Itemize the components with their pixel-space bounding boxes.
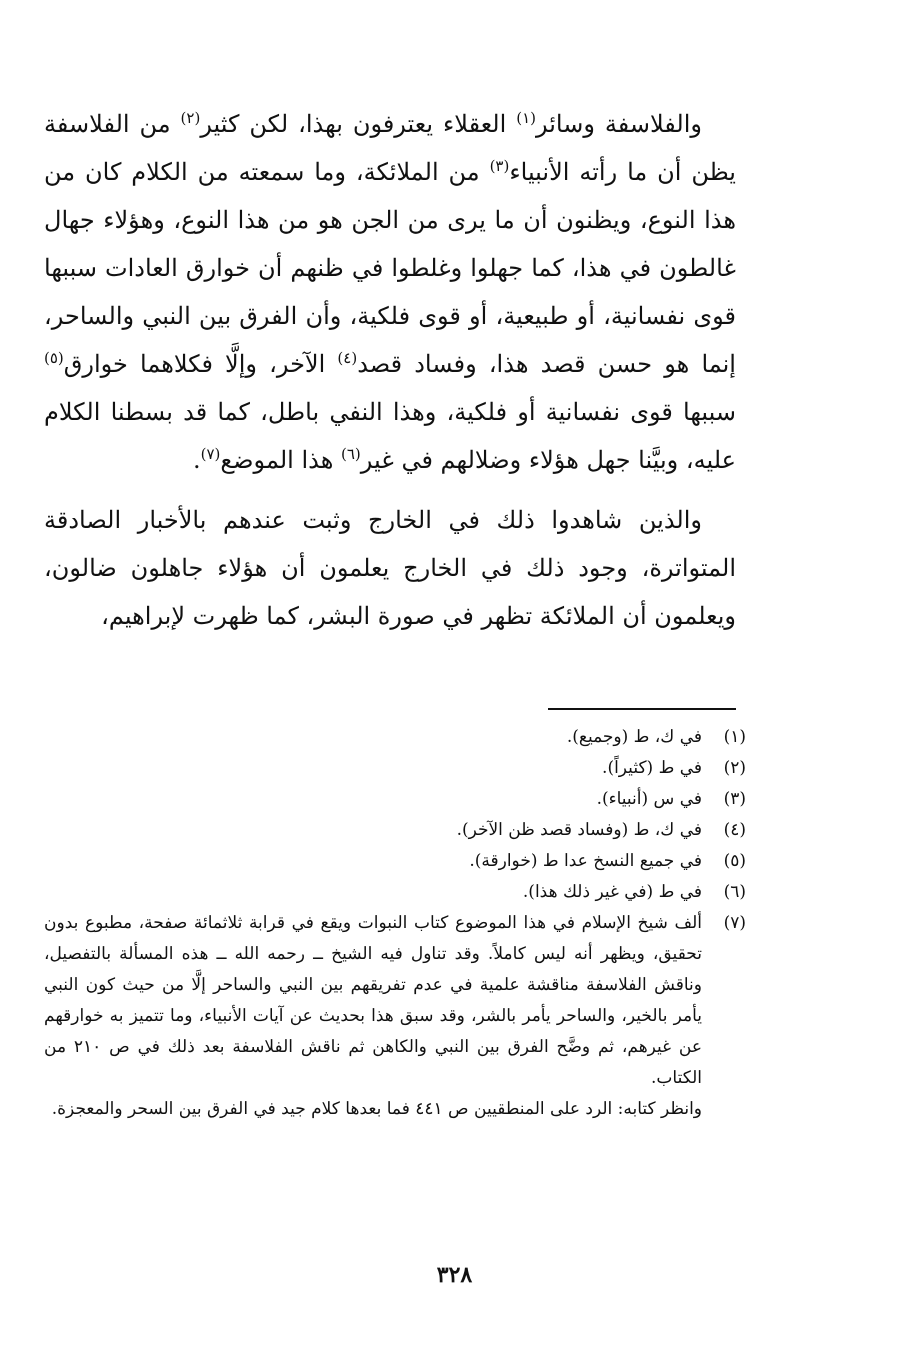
footnote-number: (٣) — [723, 789, 746, 809]
footnote-text: في ك، ط (وفساد قصد ظن الآخر). — [456, 820, 702, 840]
footnote-number: (٧) — [723, 913, 746, 933]
footnote-reference[interactable]: (١) — [516, 109, 536, 127]
footnote — [44, 815, 746, 846]
text-run: . — [192, 446, 201, 474]
main-text — [44, 100, 736, 640]
footnote-reference[interactable]: (٣) — [489, 157, 510, 175]
footnote-text: في ك، ط (وجميع). — [566, 727, 702, 747]
text-run: من الملائكة، وما سمعته من الكلام كان من هذا النوع، ويظنون أن ما يرى من الجن هو من هذا النوع، وهؤلاء جهال غالطون في هذا، كما جهلوا وغلطوا في ظنهم أن خوارق العادات سببها قوى نفسانية، أو طبيعية، أو قوى فلكية، وأن الفرق بين النبي والساحر، إنما هو حسن قصد هذا، وفساد قصد — [44, 158, 736, 378]
footnote-number: (١) — [723, 727, 746, 747]
footnote-number: (٤) — [723, 820, 746, 840]
footnote-number: (٦) — [723, 882, 746, 902]
footnote — [44, 846, 746, 877]
page-number: ٣٢٨ — [436, 1262, 473, 1288]
footnote — [44, 784, 746, 815]
footnote-continuation: وانظر كتابه: الرد على المنطقيين ص ٤٤١ فما بعدها كلام جيد في الفرق بين السحر والمعجزة. — [51, 1099, 702, 1119]
footnote — [44, 877, 746, 908]
footnote-reference[interactable]: (٥) — [44, 349, 64, 367]
footnote-number: (٥) — [723, 851, 746, 871]
footnote-reference[interactable]: (٤) — [337, 349, 358, 367]
footnote — [44, 753, 746, 784]
footnote-reference[interactable]: (٢) — [180, 109, 201, 127]
footnotes-section — [44, 722, 746, 1125]
text-run: والفلاسفة وسائر — [535, 110, 702, 138]
footnote-text: في س (أنبياء). — [596, 789, 702, 809]
footnote — [44, 722, 746, 753]
text-run: والذين شاهدوا ذلك في الخارج وثبت عندهم بالأخبار الصادقة المتواترة، وجود ذلك في الخارج يعلمون أن هؤلاء جاهلون ضالون، ويعلمون أن الملائكة تظهر في صورة البشر، كما ظهرت لإبراهيم، — [44, 506, 736, 630]
footnote-text: ألف شيخ الإسلام في هذا الموضوع كتاب النبوات ويقع في قرابة ثلاثمائة صفحة، مطبوع بدون تحقيق، ويظهر أنه ليس كاملاً. وقد تناول فيه الشيخ ــ رحمه الله ــ هذه المسألة بالتفصيل، وناقش الفلاسفة مناقشة علمية في عدم تفريقهم بين النبي والساحر إلَّا من حيث كون النبي يأمر بالخير، والساحر يأمر بالشر، وقد سبق هذا بحديث عن آيات الأنبياء، وما تتميز به خوارقهم عن غيرهم، ثم وضَّح الفرق بين النبي والكاهن ثم ناقش الفلاسفة بعد ذلك في ص ٢١٠ من الكتاب. — [44, 913, 702, 1088]
footnote-reference[interactable]: (٦) — [341, 445, 361, 463]
text-run: هذا الموضع — [220, 446, 341, 474]
body-text — [44, 100, 736, 640]
footnote — [44, 908, 746, 1094]
footnote-number: (٢) — [723, 758, 746, 778]
text-run: من الفلاسفة يظن أن ما رأته الأنبياء — [44, 110, 736, 186]
paragraph — [44, 496, 736, 640]
footnote-separator — [548, 708, 736, 710]
text-run: سببها قوى نفسانية أو فلكية، وهذا النفي باطل، كما قد بسطنا الكلام عليه، وبيَّنا جهل هؤلاء وضلالهم في غير — [44, 398, 736, 474]
paragraph — [44, 100, 736, 484]
footnote-text: في جميع النسخ عدا ط (خوارقة). — [469, 851, 702, 871]
text-run: الآخر، وإلَّا فكلاهما خوارق — [63, 350, 338, 378]
footnote-reference[interactable]: (٧) — [200, 445, 221, 463]
footnote-text: في ط (كثيراً). — [602, 758, 702, 778]
text-run: العقلاء يعترفون بهذا، لكن كثير — [200, 110, 517, 138]
footnote-text: في ط (في غير ذلك هذا). — [522, 882, 702, 902]
